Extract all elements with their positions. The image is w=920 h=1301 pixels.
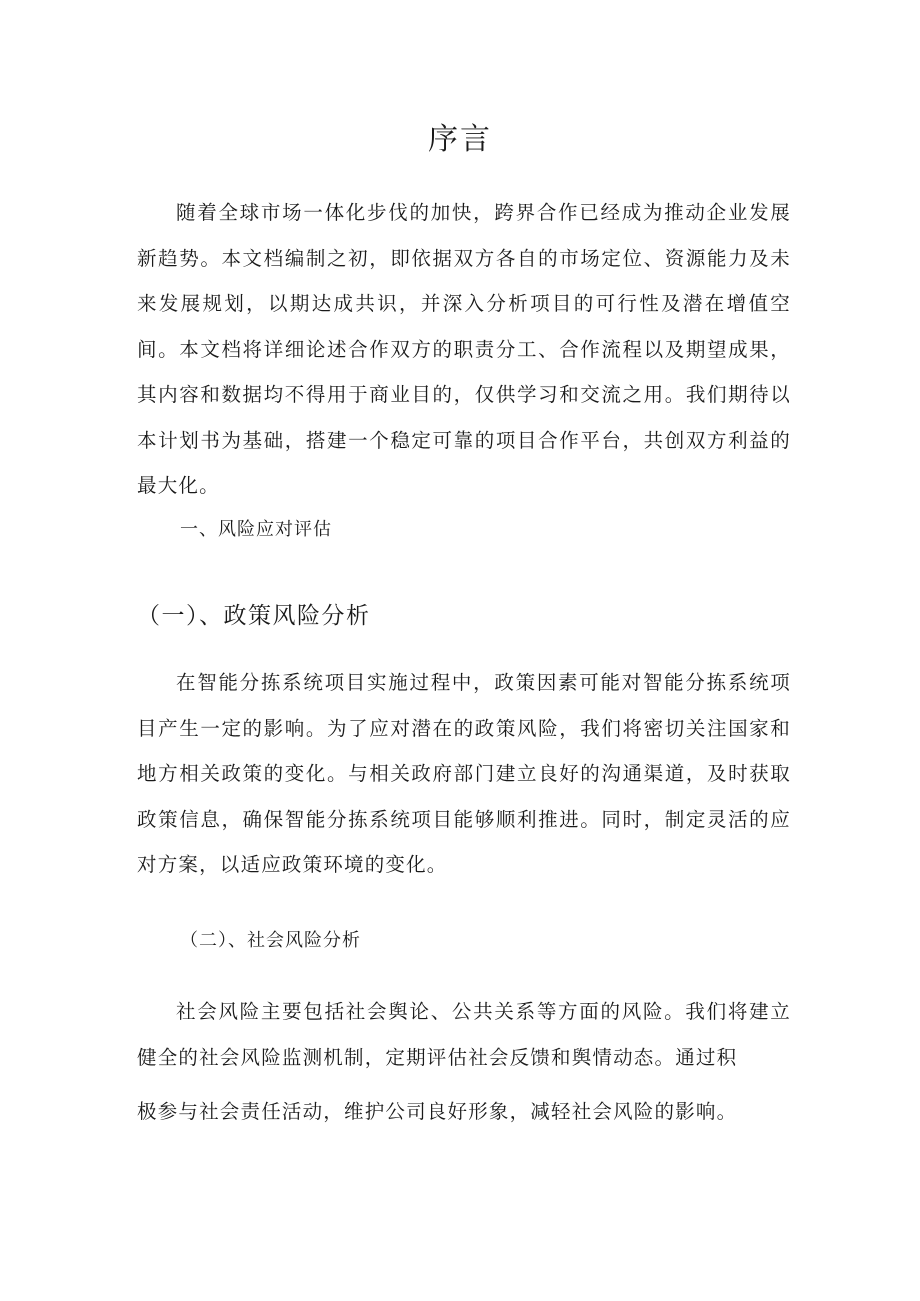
subsection-heading-social-risk: （二）、社会风险分析 bbox=[180, 930, 361, 951]
social-risk-paragraph-part2: 极参与社会责任活动，维护公司良好形象，减轻社会风险的影响。 bbox=[137, 1100, 738, 1123]
intro-paragraph: 随着全球市场一体化步伐的加快，跨界合作已经成为推动企业发展新趋势。本文档编制之初，即依据双方各自的市场定位、资源能力及未来发展规划，以期达成共识，并深入分析项目的可行性及潜在增值空间。本文档将详细论述合作双方的职责分工、合作流程以及期望成果，其内容和数据均不得用于商业目的，仅供学习和交流之用。我们期待以本计划书为基础，搭建一个稳定可靠的项目合作平台，共创双方利益的最大化。 bbox=[137, 201, 791, 497]
subsection-heading-policy-risk: （一）、政策风险分析 bbox=[137, 603, 371, 629]
policy-risk-paragraph: 在智能分拣系统项目实施过程中，政策因素可能对智能分拣系统项目产生一定的影响。为了应对潜在的政策风险，我们将密切关注国家和地方相关政策的变化。与相关政府部门建立良好的沟通渠道，及时获取政策信息，确保智能分拣系统项目能够顺利推进。同时，制定灵活的应对方案，以适应政策环境的变化。 bbox=[137, 671, 791, 876]
page-title: 序言 bbox=[428, 122, 492, 157]
section-heading-risk-assessment: 一、风险应对评估 bbox=[180, 519, 332, 540]
social-risk-paragraph-part1: 社会风险主要包括社会舆论、公共关系等方面的风险。我们将建立健全的社会风险监测机制，定期评估社会反馈和舆情动态。通过积 bbox=[137, 1000, 791, 1069]
